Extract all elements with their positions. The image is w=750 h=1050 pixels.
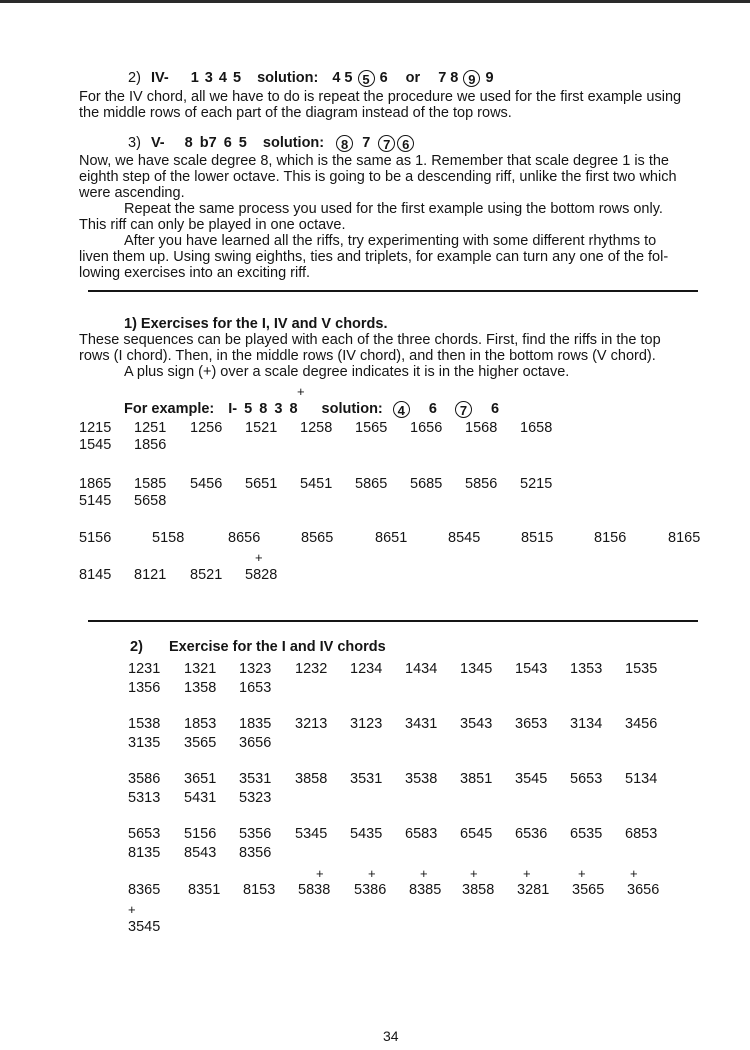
sequence-cell: 1356 [128, 680, 161, 696]
sequence-cell: 8156 [594, 530, 627, 546]
sequence-cell: 3531 [350, 771, 383, 787]
item2-degrees: 1 3 4 5 [190, 70, 242, 86]
sequence-cell: 3851 [460, 771, 493, 787]
sequence-cell: 8356 [239, 845, 272, 861]
item2-text-1: For the IV chord, all we have to do is repeat the procedure we used for the first example using [79, 89, 682, 105]
sequence-cell: 5451 [300, 476, 333, 492]
sequence-cell: 6545 [460, 826, 493, 842]
item3-circled-6: 6 [397, 135, 414, 152]
page-number: 34 [383, 1028, 399, 1044]
sequence-cell: 1865 [79, 476, 112, 492]
sequence-cell: 1853 [184, 716, 217, 732]
sequence-cell: 3538 [405, 771, 438, 787]
item2-text-2: the middle rows of each part of the diagram instead of the top rows. [79, 105, 512, 121]
sequence-cell: 8385 [409, 882, 442, 898]
item3-p1: Now, we have scale degree 8, which is the same as 1. Remember that scale degree 1 is the [79, 153, 669, 169]
sequence-cell: 3281 [517, 882, 550, 898]
sequence-cell: 3656 [239, 735, 272, 751]
item2-sol-a-rest: 6 [379, 70, 388, 86]
sequence-cell: 3545 [515, 771, 548, 787]
item2-sol-b: 7 8 [438, 70, 459, 86]
sequence-cell: 5215 [520, 476, 553, 492]
sequence-cell: 6535 [570, 826, 603, 842]
sequence-cell: 5651 [245, 476, 278, 492]
sequence-cell: 3543 [460, 716, 493, 732]
sequence-cell: 1568 [465, 420, 498, 436]
divider-1 [88, 290, 698, 292]
octave-plus: + [255, 550, 263, 565]
octave-plus: + [316, 866, 324, 881]
sequence-cell: 1543 [515, 661, 548, 677]
sequence-cell: 8651 [375, 530, 408, 546]
sequence-cell: 1835 [239, 716, 272, 732]
item2-circled-5: 5 [358, 70, 375, 87]
sequence-cell: 1434 [405, 661, 438, 677]
ex1-example-label: For example: [124, 401, 215, 417]
item3-heading [128, 135, 415, 152]
sequence-cell: 8121 [134, 567, 167, 583]
octave-plus: + [578, 866, 586, 881]
ex1-solution-label: solution: [321, 401, 383, 417]
item3-solution-label: solution: [262, 135, 325, 151]
sequence-cell: 3656 [627, 882, 660, 898]
item2-or: or [405, 70, 421, 86]
sequence-cell: 3586 [128, 771, 161, 787]
sequence-cell: 8565 [301, 530, 334, 546]
sequence-cell: 5856 [465, 476, 498, 492]
item3-p2: eighth step of the lower octave. This is going to be a descending riff, unlike the first two which [79, 169, 677, 185]
ex1-example-line [124, 401, 499, 418]
sequence-cell: 1321 [184, 661, 217, 677]
sequence-cell: 3531 [239, 771, 272, 787]
sequence-cell: 5435 [350, 826, 383, 842]
item3-chord: V- [150, 135, 165, 151]
sequence-cell: 1231 [128, 661, 161, 677]
sequence-cell: 8543 [184, 845, 217, 861]
item3-p4: Repeat the same process you used for the first example using the bottom rows only. [124, 201, 663, 217]
ex1-sol-n1: 6 [428, 401, 437, 417]
sequence-cell: 6536 [515, 826, 548, 842]
ex1-desc-3: A plus sign (+) over a scale degree indicates it is in the higher octave. [124, 364, 570, 380]
sequence-cell: 3134 [570, 716, 603, 732]
sequence-cell: 3545 [128, 919, 161, 935]
ex1-circled-4: 4 [393, 401, 410, 418]
item2-heading [128, 70, 494, 87]
sequence-cell: 5456 [190, 476, 223, 492]
sequence-cell: 5386 [354, 882, 387, 898]
sequence-cell: 8515 [521, 530, 554, 546]
item2-sol-a: 4 5 [332, 70, 353, 86]
ex1-circled-7: 7 [455, 401, 472, 418]
ex1-example-plus: + [297, 384, 305, 399]
sequence-cell: 5145 [79, 493, 112, 509]
sequence-cell: 3651 [184, 771, 217, 787]
sequence-cell: 8521 [190, 567, 223, 583]
ex1-sol-n2: 6 [490, 401, 500, 417]
octave-plus: + [523, 866, 531, 881]
sequence-cell: 8135 [128, 845, 161, 861]
sequence-cell: 5838 [298, 882, 331, 898]
item3-degrees: 8 b7 6 5 [184, 135, 247, 151]
ex1-title: 1) Exercises for the I, IV and V chords. [124, 316, 388, 332]
item2-chord: IV- [150, 70, 169, 86]
item3-circled-7: 7 [378, 135, 395, 152]
sequence-cell: 3653 [515, 716, 548, 732]
item2-circled-9: 9 [463, 70, 480, 87]
sequence-cell: 1215 [79, 420, 112, 436]
sequence-cell: 6583 [405, 826, 438, 842]
sequence-cell: 5323 [239, 790, 272, 806]
item3-p3: were ascending. [79, 185, 185, 201]
sequence-cell: 5828 [245, 567, 278, 583]
item3-p5: This riff can only be played in one octave. [79, 217, 346, 233]
sequence-cell: 1656 [410, 420, 443, 436]
sequence-cell: 1535 [625, 661, 658, 677]
sequence-cell: 6853 [625, 826, 658, 842]
ex2-title: Exercise for the I and IV chords [168, 639, 386, 655]
sequence-cell: 5156 [79, 530, 112, 546]
sequence-cell: 1256 [190, 420, 223, 436]
sequence-cell: 1653 [239, 680, 272, 696]
sequence-cell: 5345 [295, 826, 328, 842]
sequence-cell: 8545 [448, 530, 481, 546]
sequence-cell: 1232 [295, 661, 328, 677]
sequence-cell: 1585 [134, 476, 167, 492]
sequence-cell: 5356 [239, 826, 272, 842]
sequence-cell: 1538 [128, 716, 161, 732]
sequence-cell: 1251 [134, 420, 167, 436]
sequence-cell: 1345 [460, 661, 493, 677]
sequence-cell: 1521 [245, 420, 278, 436]
octave-plus: + [630, 866, 638, 881]
sequence-cell: 1258 [300, 420, 333, 436]
sequence-cell: 5865 [355, 476, 388, 492]
sequence-cell: 3565 [184, 735, 217, 751]
sequence-cell: 1323 [239, 661, 272, 677]
sequence-cell: 1353 [570, 661, 603, 677]
sequence-cell: 1545 [79, 437, 112, 453]
sequence-cell: 5134 [625, 771, 658, 787]
ex1-desc-2: rows (I chord). Then, in the middle rows (IV chord), and then in the bottom rows (V chord). [79, 348, 656, 364]
sequence-cell: 8153 [243, 882, 276, 898]
sequence-cell: 8165 [668, 530, 701, 546]
sequence-cell: 8365 [128, 882, 161, 898]
ex1-desc-1: These sequences can be played with each of the three chords. First, find the riffs in the top [79, 332, 661, 348]
sequence-cell: 8656 [228, 530, 261, 546]
sequence-cell: 3431 [405, 716, 438, 732]
sequence-cell: 5158 [152, 530, 185, 546]
octave-plus: + [128, 902, 136, 917]
sequence-cell: 1565 [355, 420, 388, 436]
item3-circled-8: 8 [336, 135, 353, 152]
sequence-cell: 8145 [79, 567, 112, 583]
divider-2 [88, 620, 698, 622]
sequence-cell: 5658 [134, 493, 167, 509]
sequence-cell: 5431 [184, 790, 217, 806]
item3-mid: 7 [362, 135, 371, 151]
sequence-cell: 3135 [128, 735, 161, 751]
item2-label: 2) [128, 70, 141, 86]
ex1-example-seq: I- 5 8 3 8 [228, 401, 298, 417]
item2-solution-label: solution: [257, 70, 319, 86]
item3-p8: lowing exercises into an exciting riff. [79, 265, 311, 281]
sequence-cell: 3123 [350, 716, 383, 732]
sequence-cell: 1856 [134, 437, 167, 453]
sequence-cell: 3858 [462, 882, 495, 898]
octave-plus: + [368, 866, 376, 881]
sequence-cell: 5653 [128, 826, 161, 842]
octave-plus: + [470, 866, 478, 881]
sequence-cell: 3456 [625, 716, 658, 732]
octave-plus: + [420, 866, 428, 881]
ex2-title-line [130, 639, 386, 655]
sequence-cell: 3565 [572, 882, 605, 898]
sequence-cell: 8351 [188, 882, 221, 898]
top-edge-line [0, 0, 750, 3]
sequence-cell: 3858 [295, 771, 328, 787]
sequence-cell: 5156 [184, 826, 217, 842]
sequence-cell: 1658 [520, 420, 553, 436]
sequence-cell: 5685 [410, 476, 443, 492]
item2-sol-b-rest: 9 [485, 70, 494, 86]
item3-p6: After you have learned all the riffs, try experimenting with some different rhythms to [124, 233, 657, 249]
sequence-cell: 3213 [295, 716, 328, 732]
sequence-cell: 5313 [128, 790, 161, 806]
sequence-cell: 5653 [570, 771, 603, 787]
sequence-cell: 1234 [350, 661, 383, 677]
item3-p7: liven them up. Using swing eighths, ties and triplets, for example can turn any one of the fol- [79, 249, 669, 265]
sequence-cell: 1358 [184, 680, 217, 696]
ex2-title-num: 2) [130, 639, 143, 655]
item3-label: 3) [128, 135, 141, 151]
